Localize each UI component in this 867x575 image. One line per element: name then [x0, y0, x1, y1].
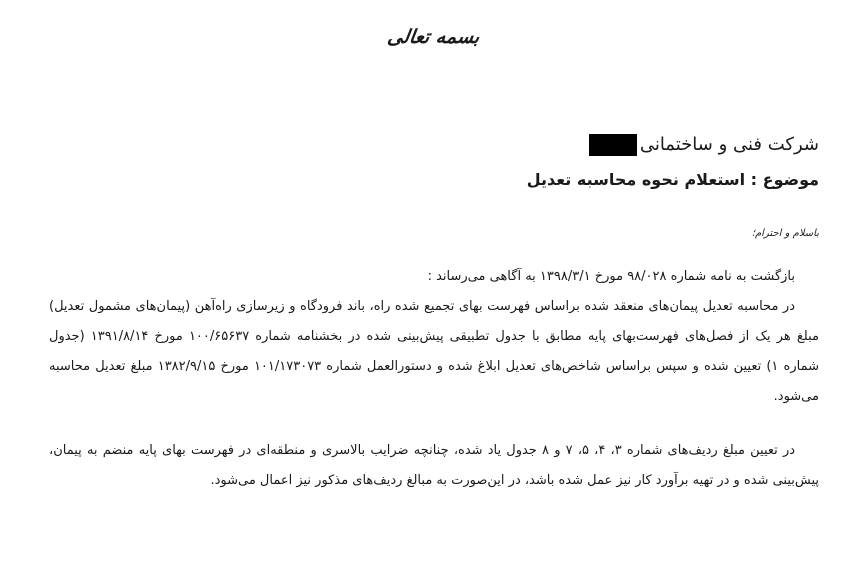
redaction-box	[589, 134, 637, 156]
paragraph-1-text: بازگشت به نامه شماره ۹۸/۰۲۸ مورخ ۱۳۹۸/۳/۱ به آگاهی می‌رساند :	[427, 269, 795, 284]
paragraph-2-text: در محاسبه تعدیل پیمان‌های منعقد شده براساس فهرست بهای تجمیع شده راه، باند فرودگاه و زیرسازی راه‌آهن (پیمان‌های مشمول تعدیل) مبلغ هر یک از فصل‌های فهرست‌بهای پایه مطابق با جدول تطبیقی پیش‌بینی شده در بخشنامه شماره ۱۰۰/۶۵۶۳۷ مورخ ۱۳۹۱/۸/۱۴ (جدول شماره ۱) تعیین شده و سپس براساس شاخص‌های تعدیل ابلاغ شده و دستورالعمل شماره ۱۰۱/۱۷۳۰۷۳ مورخ ۱۳۸۲/۹/۱۵ مبلغ تعدیل محاسبه می‌شود.	[49, 299, 819, 404]
greeting: باسلام و احترام؛	[751, 228, 819, 239]
paragraph-3-text: در تعیین مبلغ ردیف‌های شماره ۳، ۴، ۵، ۷ و ۸ جدول یاد شده، چنانچه ضرایب بالاسری و منطقه‌ای در فهرست بهای پایه منضم به پیمان، پیش‌بینی شده و در تهیه برآورد کار نیز عمل شده باشد، در این‌صورت به مبالغ ردیف‌های مذکور نیز اعمال می‌شود.	[49, 443, 819, 488]
bismillah-heading: بسمه تعالی	[386, 26, 481, 48]
subject-line: موضوع : استعلام نحوه محاسبه تعدیل	[526, 170, 819, 189]
paragraph-2	[49, 292, 819, 412]
recipient-line	[589, 134, 819, 156]
recipient-company: شرکت فنی و ساختمانی	[639, 134, 819, 155]
paragraph-1	[49, 262, 819, 292]
paragraph-3	[49, 436, 819, 496]
